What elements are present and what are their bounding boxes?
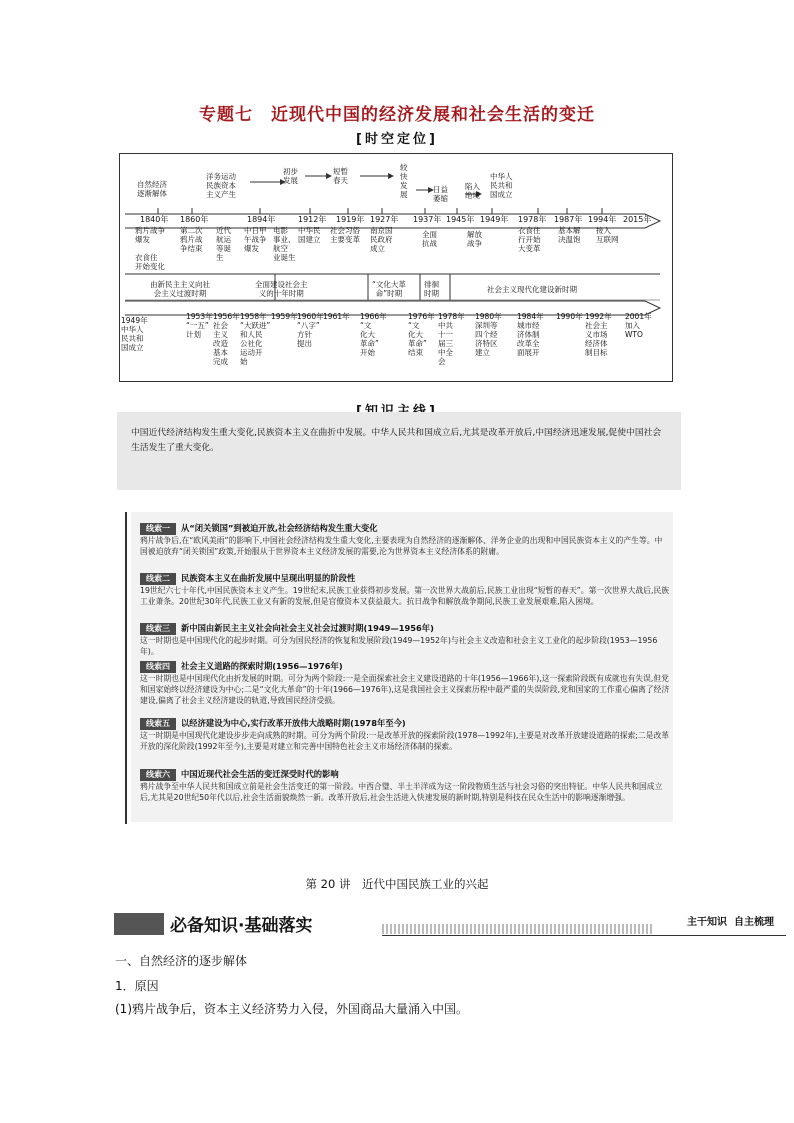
tl-year: 1912年 <box>298 215 327 224</box>
band-rule <box>382 935 786 936</box>
tl-below: 南京国 民政府 成立 <box>370 226 393 253</box>
tl-year: 1937年 <box>413 215 442 224</box>
clue-heading: 新中国由新民主主义社会向社会主义社会过渡时期(1949—1956年) <box>181 623 434 633</box>
tl-year: 1949年 <box>480 215 509 224</box>
tl-above-1: 自然经济 逐渐解体 <box>137 180 167 198</box>
clue-body: 这一时期也是中国现代化由折发展的时期。可分为两个阶段:一是全面探索社会主义建设道路的十年(1956—1966年),这一探索阶段既有成就也有失误,但党和国家始终以经济建设为中心;二是“文化大革命”的十年(1966—1976年),这是我国社会主义探索历程中最严重的失误阶段,党和国家的工作重心偏离了经济建设,偏离了社会主义经济建设的轨道,导致国民经济受损。 <box>140 674 670 706</box>
tl-below: 中日甲 午战争 爆发 <box>244 226 267 253</box>
page-title: 专题七 近现代中国的经济发展和社会生活的变迁 <box>199 105 595 125</box>
clue-tag: 线索六 <box>140 769 176 781</box>
clue-tag: 线索四 <box>140 661 176 673</box>
tl-year: 1945年 <box>446 215 475 224</box>
tl-bottom: 1953年 “一五” 计划 <box>186 312 213 339</box>
tl-year: 1927年 <box>370 215 399 224</box>
clue-tag: 线索三 <box>140 623 176 635</box>
tl-period: 全面建设社会主 义的十年时期 <box>255 280 308 298</box>
tl-year: 1978年 <box>518 215 547 224</box>
tl-above-6: 日益 萎缩 <box>433 185 448 203</box>
tl-below: 第二次 鸦片战 争结束 <box>180 226 203 253</box>
clue-heading: 中国近现代社会生活的变迁深受时代的影响 <box>181 769 339 779</box>
heading-1: 一、自然经济的逐步解体 <box>115 954 248 968</box>
tl-bottom: 1978年 中共 十一 届三 中全 会 <box>438 312 465 366</box>
clue-heading: 从“闭关锁国”到被迫开放,社会经济结构发生重大变化 <box>181 523 378 533</box>
tl-bottom: 1990年 <box>556 312 583 321</box>
tl-bottom: 1956年 社会 主义 改造 基本 完成 <box>213 312 240 366</box>
clue-tag: 线索五 <box>140 718 176 730</box>
band-block <box>114 913 164 935</box>
clue-2 <box>140 572 670 607</box>
tl-above-4: 短暂 春天 <box>333 167 348 185</box>
body-paragraph: (1)鸦片战争后，资本主义经济势力入侵，外国商品大量涌入中国。 <box>115 1002 469 1016</box>
tl-period: 社会主义现代化建设新时期 <box>487 285 577 294</box>
tl-period: 由新民主主义向社 会主义过渡时期 <box>150 280 210 298</box>
band-pattern <box>382 924 652 934</box>
tl-bottom: 1949年 中华人 民共和 国成立 <box>121 316 148 352</box>
tl-bottom: 1961年 <box>323 312 350 321</box>
tl-bottom: 1976年 “文 化大 革命” 结束 <box>408 312 435 357</box>
tl-period: 徘徊 时期 <box>424 280 439 298</box>
tl-year: 1840年 <box>140 215 169 224</box>
tl-below: 衣食住 行开始 大变革 <box>518 226 541 253</box>
tl-below: 鸦片战争 爆发 衣食住 开始变化 <box>135 226 165 271</box>
summary-box: 中国近代经济结构发生重大变化,民族资本主义在曲折中发展。中华人民共和国成立后,尤其是改革开放后,中国经济迅速发展,促使中国社会生活发生了重大变化。 <box>117 412 681 490</box>
clue-heading: 民族资本主义在曲折发展中呈现出明显的阶段性 <box>181 573 356 583</box>
tl-above-3: 初步 发展 <box>283 167 298 185</box>
tl-year: 1994年 <box>588 215 617 224</box>
clue-6 <box>140 768 670 803</box>
heading-2: 1．原因 <box>115 979 159 993</box>
clue-body: 这一时期是中国现代化建设步步走向成熟的时期。可分为两个阶段:一是改革开放的探索阶段(1978—1992年),主要是对改革开放建设道路的探索;二是改革开放的深化阶段(1992年至今),主要是对建立和完善中国特色社会主义市场经济体制的探索。 <box>140 731 670 752</box>
tl-bottom: 1984年 城市经 济体制 改革全 面展开 <box>517 312 544 357</box>
clue-4 <box>140 660 670 707</box>
tl-year: 1894年 <box>247 215 276 224</box>
tl-bottom: 1958年 “大跃进” 和人民 公社化 运动开 始 <box>240 312 271 366</box>
tl-below: 社会习俗 主要变革 <box>330 226 360 244</box>
tl-bottom: 2001年 加入 WTO <box>625 312 652 339</box>
clue-5 <box>140 717 670 752</box>
tl-year: 1919年 <box>336 215 365 224</box>
lesson-title: 第 20 讲 近代中国民族工业的兴起 <box>305 877 489 891</box>
clue-heading: 社会主义道路的探索时期(1956—1976年) <box>181 661 343 671</box>
tl-below: 中华民 国建立 <box>298 226 321 244</box>
tl-bottom: 1966年 “文 化大 革命” 开始 <box>360 312 387 357</box>
band-right-label: 主干知识 自主梳理 <box>687 917 774 928</box>
tl-below: 接入 互联网 <box>596 226 619 244</box>
tl-below: 解放 战争 <box>467 230 482 248</box>
section-timeline-heading: [时空定位] <box>356 132 438 147</box>
tl-year: 1987年 <box>554 215 583 224</box>
clue-tag: 线索一 <box>140 523 176 535</box>
tl-below: 基本解 决温饱 <box>558 226 581 244</box>
tl-bottom: 1992年 社会主 义市场 经济体 制目标 <box>585 312 612 357</box>
tl-period: “文化大革 命”时期 <box>372 280 406 298</box>
section-band <box>114 911 786 937</box>
tl-below: 全面 抗战 <box>422 230 437 248</box>
clue-tag: 线索二 <box>140 573 176 585</box>
tl-above-5: 较 快 发 展 <box>400 163 408 199</box>
tl-year: 2015年 <box>623 215 652 224</box>
tl-bottom: 1960年 “八字” 方针 提出 <box>297 312 324 348</box>
clue-body: 鸦片战争后,在“欧风美雨”的影响下,中国社会经济结构发生重大变化,主要表现为自然经济的逐渐解体、洋务企业的出现和中国民族资本主义的产生等。中国被迫放弃“闭关锁国”政策,开始服从于世界资本主义经济发展的需要,沦为世界资本主义经济体系的附庸。 <box>140 536 663 557</box>
tl-above-2: 洋务运动 民族资本 主义产生 <box>206 172 236 199</box>
clue-3 <box>140 622 670 657</box>
tl-bottom: 1959年 <box>271 312 298 321</box>
clue-body: 19世纪六七十年代,中国民族资本主义产生。19世纪末,民族工业获得初步发展。第一次世界大战前后,民族工业出现“短暂的春天”。第一次世界大战后,民族工业萧条。20世纪30年代,民族工业又有新的发展,但是官僚资本又获益最大。抗日战争和解放战争期间,民族工业发展艰难,陷入困境。 <box>140 586 670 607</box>
clue-heading: 以经济建设为中心,实行改革开放伟大战略时期(1978年至今) <box>181 718 406 728</box>
tl-below: 近代 航运 等诞 生 <box>216 226 231 262</box>
band-title: 必备知识·基础落实 <box>170 916 313 936</box>
tl-above-8: 中华人 民共和 国成立 <box>490 172 513 199</box>
tl-year: 1860年 <box>180 215 209 224</box>
clue-1 <box>140 522 670 557</box>
clue-body: 这一时期也是中国现代化的起步时期。可分为国民经济的恢复和发展阶段(1949—1952年)与社会主义改造和社会主义工业化的起步阶段(1953—1956年)。 <box>140 636 658 657</box>
tl-below: 电影 事业、 航空 业诞生 <box>273 226 296 262</box>
tl-above-7: 陷入 绝境 <box>465 182 480 200</box>
clue-body: 鸦片战争至中华人民共和国成立前是社会生活变迁的第一阶段。中西合璧、半土半洋成为这一阶段物质生活与社会习俗的突出特征。中华人民共和国成立后,尤其是20世纪50年代以后,社会生活面貌焕然一新。改革开放后,社会生活进入快速发展的新时期,特别是科技在民众生活中的影响逐渐增强。 <box>140 782 663 803</box>
tl-bottom: 1980年 深圳等 四个经 济特区 建立 <box>475 312 502 357</box>
